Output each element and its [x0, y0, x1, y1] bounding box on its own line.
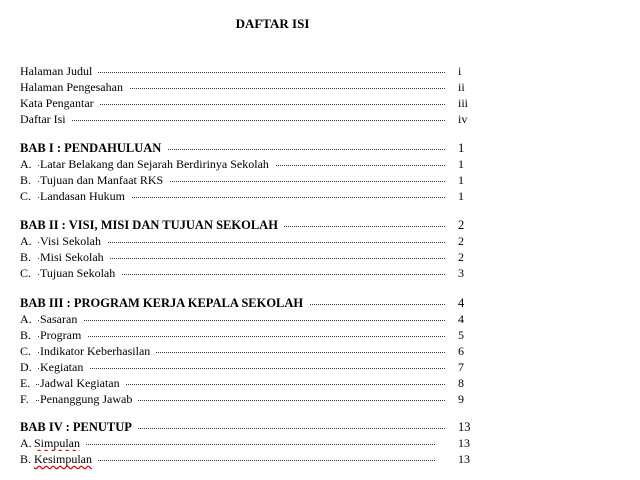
toc-label: Visi Sekolah	[40, 233, 107, 249]
toc-label: Penanggung Jawab	[40, 391, 138, 407]
toc-page-number: 1	[458, 141, 465, 155]
toc-label: Latar Belakang dan Sejarah Berdirinya Sekolah	[40, 156, 275, 172]
chapter-heading: BAB IV : PENUTUP	[20, 419, 138, 435]
toc-page-number: 2	[458, 234, 464, 248]
toc-page-number: 9	[458, 392, 464, 406]
chapter-heading: BAB II : VISI, MISI DAN TUJUAN SEKOLAH	[20, 217, 284, 233]
toc-entry-landasan-hukum	[20, 188, 475, 204]
toc-page-number: iv	[458, 112, 468, 126]
toc-page-number: 8	[458, 376, 464, 390]
toc-page-number: 1	[458, 173, 464, 187]
toc-page-number: 1	[458, 189, 464, 203]
toc-page-number: 2	[458, 218, 465, 232]
toc-page-number: 4	[458, 296, 465, 310]
spellcheck-underlined-word: Simpulan	[34, 436, 81, 450]
toc-chapter-bab-3	[20, 295, 475, 311]
toc-label: Kata Pengantar	[20, 95, 100, 111]
toc-entry-tujuan-manfaat	[20, 172, 475, 188]
toc-entry-simpulan	[20, 435, 475, 451]
toc-entry-sasaran	[20, 311, 475, 327]
toc-entry-indikator	[20, 343, 475, 359]
toc-entry-visi-sekolah	[20, 233, 475, 249]
toc-page-number: 13	[458, 452, 470, 466]
toc-label: Halaman Pengesahan	[20, 79, 129, 95]
toc-entry-tujuan-sekolah	[20, 265, 475, 281]
toc-entry-daftar-isi	[20, 111, 475, 127]
toc-page-number: iii	[458, 96, 469, 110]
toc-label: Jadwal Kegiatan	[40, 375, 126, 391]
toc-entry-halaman-pengesahan	[20, 79, 475, 95]
toc-label: Indikator Keberhasilan	[40, 343, 156, 359]
toc-label: Landasan Hukum	[40, 188, 131, 204]
chapter-heading: BAB III : PROGRAM KERJA KEPALA SEKOLAH	[20, 295, 309, 311]
toc-page-number: ii	[458, 80, 465, 94]
toc-item-letter: C.	[20, 343, 37, 359]
toc-entry-kegiatan	[20, 359, 475, 375]
toc-item-letter: A.	[20, 311, 38, 327]
toc-label: Sasaran	[40, 311, 83, 327]
toc-label: Misi Sekolah	[40, 249, 110, 265]
toc-item-letter: C.	[20, 265, 37, 281]
toc-entry-misi-sekolah	[20, 249, 475, 265]
leader-dots	[20, 120, 445, 121]
toc-page-number: 13	[458, 436, 470, 450]
toc-entry-halaman-judul	[20, 63, 475, 79]
toc-entry-kesimpulan	[20, 451, 475, 467]
toc-chapter-bab-4	[20, 419, 475, 435]
toc-item-letter: F.	[20, 391, 35, 407]
toc-item-letter: D.	[20, 359, 38, 375]
toc-item-letter: A.	[20, 156, 38, 172]
toc-label: Halaman Judul	[20, 63, 98, 79]
leader-dots	[20, 320, 445, 321]
toc-item-letter: B.	[20, 327, 37, 343]
toc-page-number: 3	[458, 266, 464, 280]
toc-page-number: 13	[458, 420, 471, 434]
toc-entry-kata-pengantar	[20, 95, 475, 111]
toc-item-letter: B.	[20, 451, 37, 467]
toc-item-letter: A.	[20, 233, 38, 249]
toc-label	[34, 451, 98, 467]
toc-label	[34, 435, 86, 451]
toc-entry-program	[20, 327, 475, 343]
toc-entry-latar-belakang	[20, 156, 475, 172]
toc-entry-jadwal-kegiatan	[20, 375, 475, 391]
chapter-heading: BAB I : PENDAHULUAN	[20, 140, 167, 156]
toc-item-letter: E.	[20, 375, 36, 391]
toc-chapter-bab-1	[20, 140, 475, 156]
toc-page-number: i	[458, 64, 462, 78]
toc-chapter-bab-2	[20, 217, 475, 233]
toc-page-number: 6	[458, 344, 464, 358]
toc-item-letter: A.	[20, 435, 38, 451]
toc-page-number: 2	[458, 250, 464, 264]
page-title: DAFTAR ISI	[235, 16, 310, 31]
toc-label: Daftar Isi	[20, 111, 72, 127]
toc-item-letter: C.	[20, 188, 37, 204]
toc-page-number: 5	[458, 328, 464, 342]
toc-item-letter: B.	[20, 249, 37, 265]
toc-page-number: 4	[458, 312, 464, 326]
toc-entry-penanggung-jawab	[20, 391, 475, 407]
toc-label: Kegiatan	[40, 359, 89, 375]
toc-label: Program	[40, 327, 87, 343]
toc-page-number: 7	[458, 360, 464, 374]
toc-label: Tujuan dan Manfaat RKS	[40, 172, 169, 188]
toc-label: Tujuan Sekolah	[40, 265, 121, 281]
spellcheck-underlined-word: Kesimpulan	[34, 452, 92, 466]
toc-page-number: 1	[458, 157, 464, 171]
toc-item-letter: B.	[20, 172, 37, 188]
